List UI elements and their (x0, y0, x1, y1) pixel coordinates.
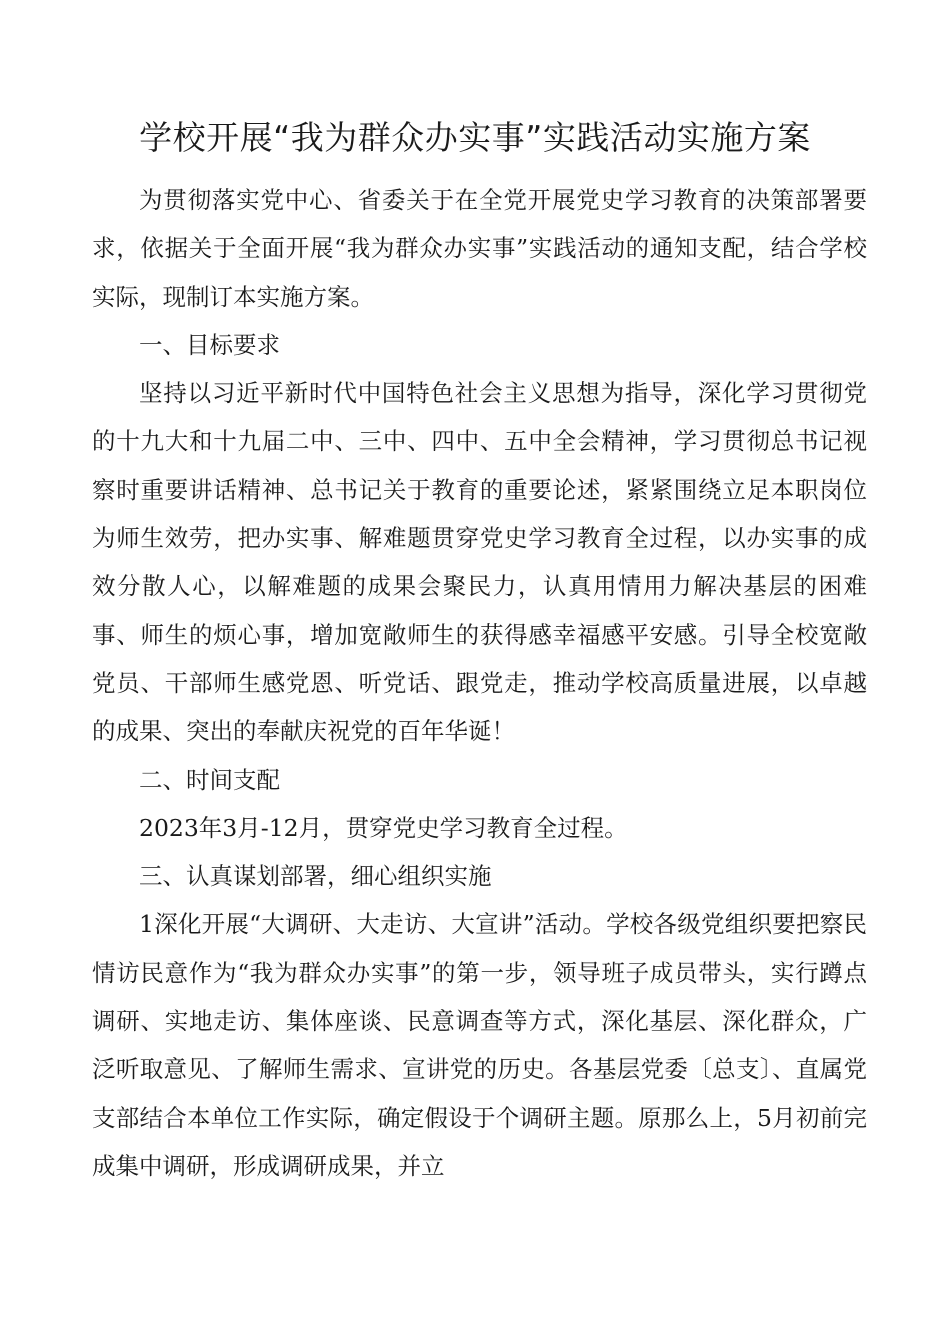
section-heading-schedule: 二、时间支配 (139, 765, 280, 794)
document-title: 学校开展“我为群众办实事”实践活动实施方案 (139, 118, 811, 157)
section-paragraph-goals: 坚持以习近平新时代中国特色社会主义思想为指导，深化学习贯彻党的十九大和十九届二中、三中、四中、五中全会精神，学习贯彻总书记视察时重要讲话精神、总书记关于教育的重要论述，紧紧围绕立足本职岗位为师生效劳，把办实事、解难题贯穿党史学习教育全过程，以办实事的成效分散人心，以解难题的成果会聚民力，认真用情用力解决基层的困难事、师生的烦心事，增加宽敞师生的获得感幸福感平安感。引导全校宽敞党员、干部师生感党恩、听党话、跟党走，推动学校高质量进展，以卓越的成果、突出的奉献庆祝党的百年华诞！ (92, 379, 867, 746)
section-heading-goals: 一、目标要求 (139, 330, 280, 359)
section-heading-implementation: 三、认真谋划部署，细心组织实施 (139, 862, 492, 891)
section-paragraph-schedule: 2023年3月-12月，贯穿党史学习教育全过程。 (139, 813, 628, 842)
section-paragraph-implementation: 1深化开展“大调研、大走访、大宣讲”活动。学校各级党组织要把察民情访民意作为“我为群众办实事”的第一步，领导班子成员带头，实行蹲点调研、实地走访、集体座谈、民意调查等方式，深化基层、深化群众，广泛听取意见、了解师生需求、宣讲党的历史。各基层党委〔总支〕、直属党支部结合本单位工作实际，确定假设于个调研主题。原那么上，5月初前完成集中调研，形成调研成果，并立 (92, 910, 867, 1180)
intro-paragraph: 为贯彻落实党中心、省委关于在全党开展党史学习教育的决策部署要求，依据关于全面开展“我为群众办实事”实践活动的通知支配，结合学校实际，现制订本实施方案。 (92, 186, 867, 311)
document-body (92, 176, 867, 1190)
